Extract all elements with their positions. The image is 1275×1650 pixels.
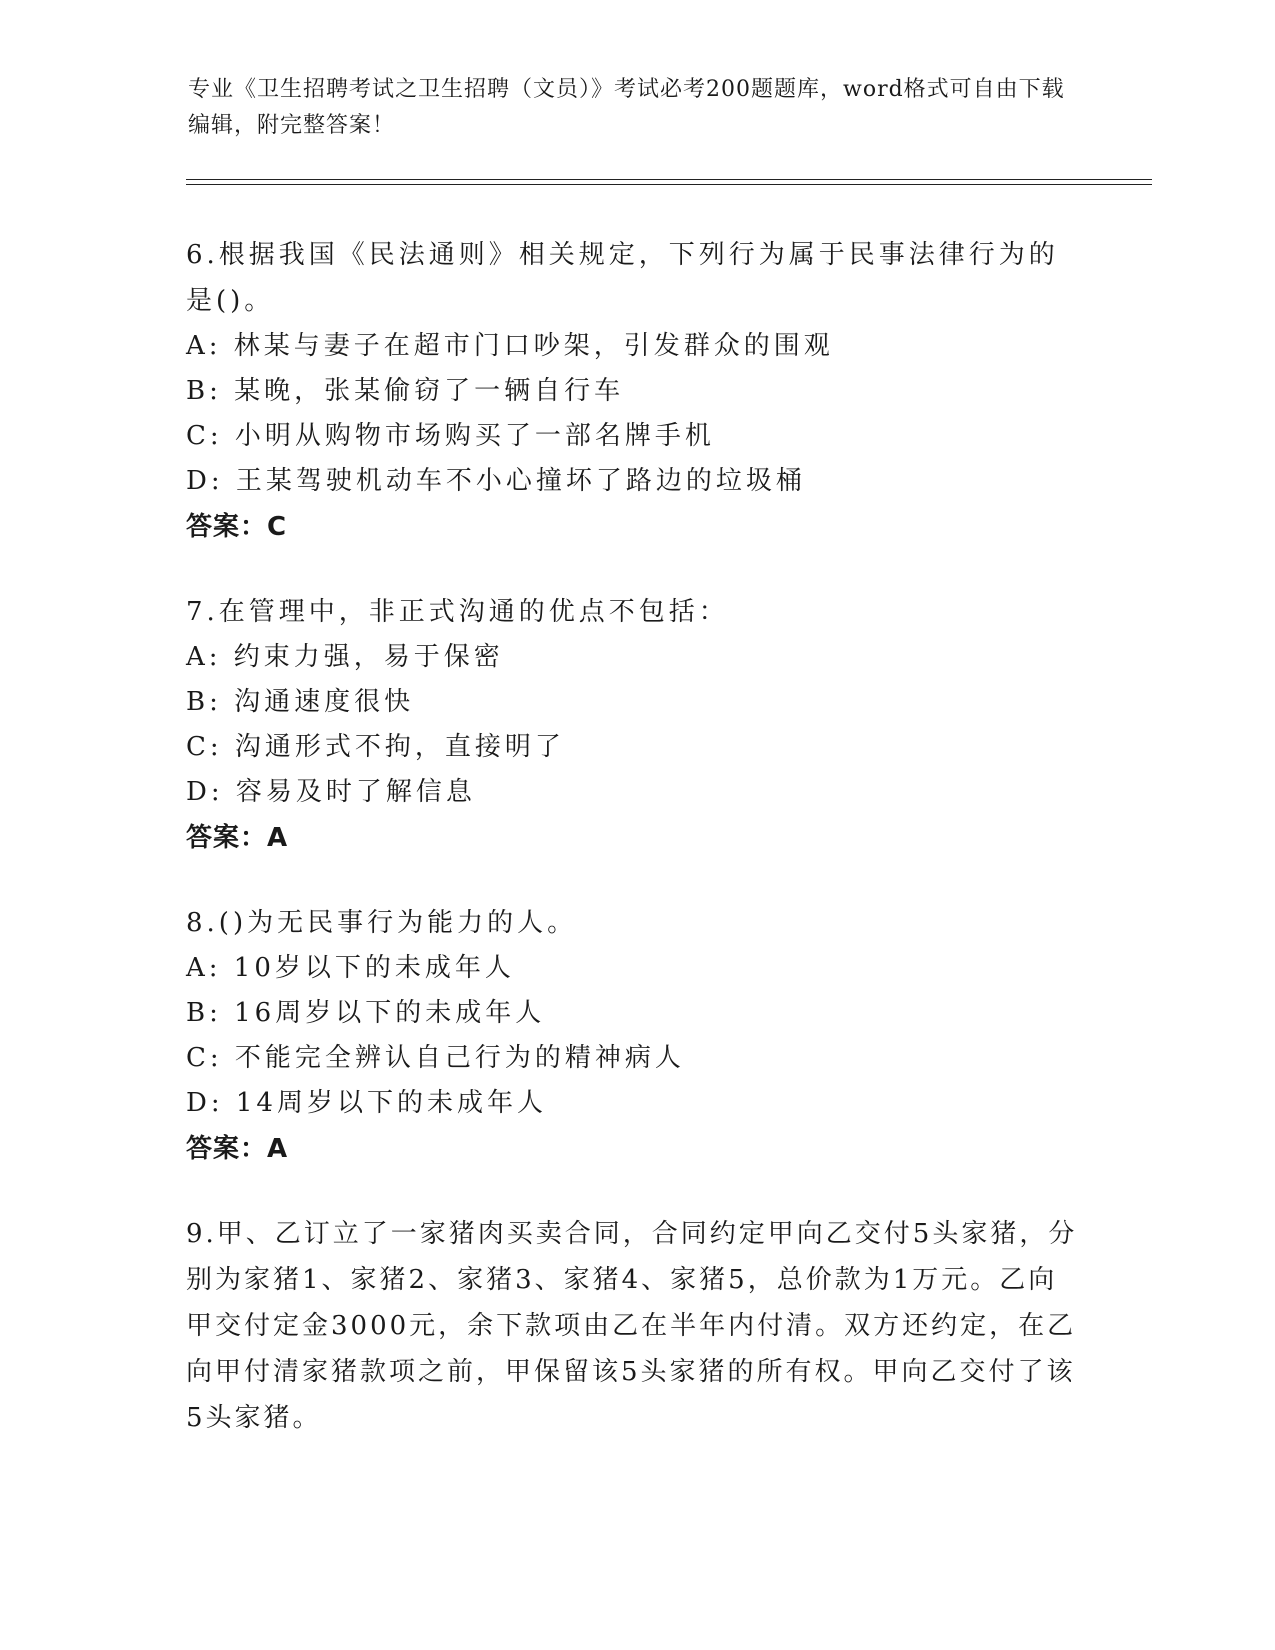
option-c: C: 沟通形式不拘，直接明了 (186, 732, 565, 762)
answer: 答案：A (186, 1134, 289, 1164)
option-b: B: 沟通速度很快 (186, 687, 415, 717)
answer: 答案：C (186, 512, 288, 542)
question-text: 6.根据我国《民法通则》相关规定，下列行为属于民事法律行为的是()。 (186, 240, 1059, 316)
question-8 (186, 900, 1086, 1173)
question-9 (186, 1211, 1086, 1441)
option-b: B: 某晚，张某偷窃了一辆自行车 (186, 376, 625, 406)
question-text: 7.在管理中，非正式沟通的优点不包括： (186, 597, 729, 627)
header-divider-top (186, 179, 1152, 180)
option-c: C: 小明从购物市场购买了一部名牌手机 (186, 421, 715, 451)
option-a: A: 林某与妻子在超市门口吵架，引发群众的围观 (186, 331, 834, 361)
header-divider-bottom (186, 184, 1152, 185)
option-d: D: 14周岁以下的未成年人 (186, 1088, 547, 1118)
option-a: A: 10岁以下的未成年人 (186, 953, 515, 983)
document-header: 专业《卫生招聘考试之卫生招聘（文员）》考试必考200题题库，word格式可自由下载编辑，附完整答案！ (188, 77, 1065, 138)
question-6 (186, 232, 1086, 551)
option-d: D: 王某驾驶机动车不小心撞坏了路边的垃圾桶 (186, 466, 806, 496)
question-7 (186, 589, 1086, 862)
question-list (186, 232, 1086, 1479)
answer: 答案：A (186, 823, 289, 853)
question-text: 9.甲、乙订立了一家猪肉买卖合同，合同约定甲向乙交付5头家猪，分别为家猪1、家猪2、家猪3、家猪4、家猪5，总价款为1万元。乙向甲交付定金3000元，余下款项由乙在半年内付清。双方还约定，在乙向甲付清家猪款项之前，甲保留该5头家猪的所有权。甲向乙交付了该5头家猪。 (186, 1219, 1078, 1433)
option-c: C: 不能完全辨认自己行为的精神病人 (186, 1043, 685, 1073)
option-b: B: 16周岁以下的未成年人 (186, 998, 546, 1028)
option-d: D: 容易及时了解信息 (186, 777, 476, 807)
question-text: 8.()为无民事行为能力的人。 (186, 908, 578, 938)
option-a: A: 约束力强，易于保密 (186, 642, 504, 672)
